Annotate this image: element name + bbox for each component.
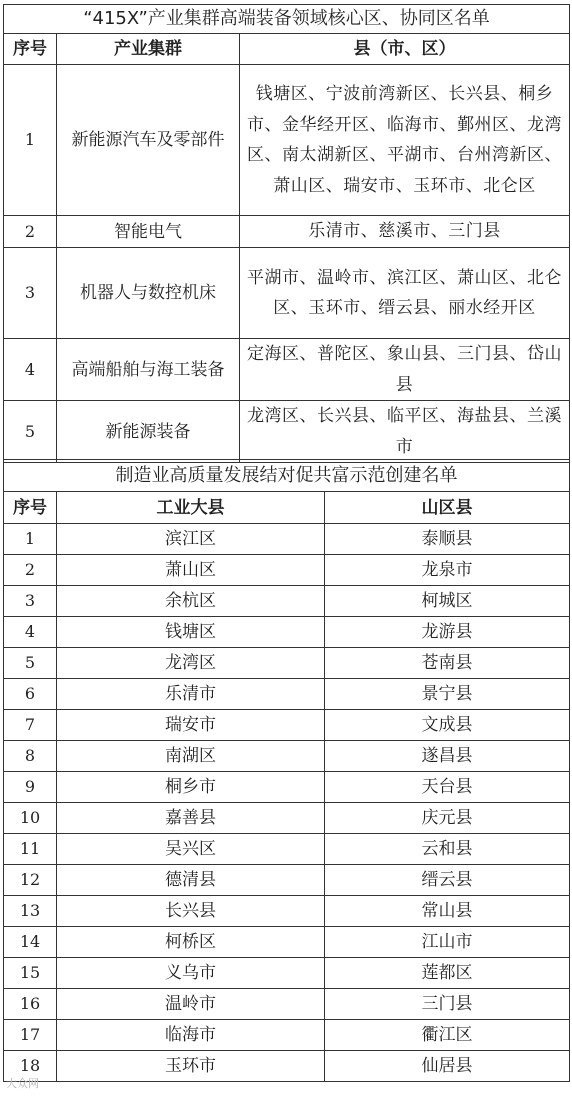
mountain-county: 泰顺县 (325, 524, 570, 555)
header-index: 序号 (4, 492, 57, 524)
table-row (4, 896, 570, 927)
table-row (4, 772, 570, 803)
row-index: 2 (4, 216, 57, 248)
header-index: 序号 (4, 34, 57, 65)
table-row (4, 803, 570, 834)
row-index: 1 (4, 524, 57, 555)
mountain-county: 三门县 (325, 989, 570, 1020)
mountain-county: 莲都区 (325, 958, 570, 989)
row-index: 2 (4, 555, 57, 586)
pairing-table (3, 459, 570, 1082)
mountain-county: 云和县 (325, 834, 570, 865)
industrial-county: 桐乡市 (57, 772, 325, 803)
cluster-name: 新能源装备 (57, 401, 240, 463)
industrial-county: 临海市 (57, 1020, 325, 1051)
pairing-table-body (4, 524, 570, 1082)
header-areas: 县（市、区） (240, 34, 570, 65)
row-index: 1 (4, 65, 57, 216)
row-index: 3 (4, 586, 57, 617)
cluster-areas: 钱塘区、宁波前湾新区、长兴县、桐乡市、金华经开区、临海市、鄞州区、龙湾区、南太湖新区、平湖市、台州湾新区、萧山区、瑞安市、玉环市、北仑区 (240, 65, 570, 216)
table-row (4, 927, 570, 958)
row-index: 11 (4, 834, 57, 865)
row-index: 7 (4, 710, 57, 741)
row-index: 4 (4, 339, 57, 401)
header-cluster: 产业集群 (57, 34, 240, 65)
row-index: 6 (4, 679, 57, 710)
mountain-county: 遂昌县 (325, 741, 570, 772)
mountain-county: 江山市 (325, 927, 570, 958)
table-row (4, 401, 570, 463)
table-row (4, 617, 570, 648)
table-row (4, 865, 570, 896)
table-row (4, 741, 570, 772)
mountain-county: 仙居县 (325, 1051, 570, 1082)
row-index: 8 (4, 741, 57, 772)
table-row (4, 958, 570, 989)
mountain-county: 苍南县 (325, 648, 570, 679)
industrial-county: 乐清市 (57, 679, 325, 710)
cluster-areas: 乐清市、慈溪市、三门县 (240, 216, 570, 248)
row-index: 4 (4, 617, 57, 648)
cluster-name: 高端船舶与海工装备 (57, 339, 240, 401)
industrial-county: 德清县 (57, 865, 325, 896)
industrial-county: 南湖区 (57, 741, 325, 772)
pairing-table-title: 制造业高质量发展结对促共富示范创建名单 (4, 460, 570, 492)
table-row (4, 989, 570, 1020)
cluster-table-title: “415X”产业集群高端装备领域核心区、协同区名单 (4, 5, 570, 34)
table-row (4, 586, 570, 617)
industrial-county: 瑞安市 (57, 710, 325, 741)
cluster-name: 新能源汽车及零部件 (57, 65, 240, 216)
cluster-areas: 定海区、普陀区、象山县、三门县、岱山县 (240, 339, 570, 401)
industrial-county: 滨江区 (57, 524, 325, 555)
mountain-county: 柯城区 (325, 586, 570, 617)
row-index: 13 (4, 896, 57, 927)
mountain-county: 文成县 (325, 710, 570, 741)
watermark: 大众网 (6, 1077, 39, 1090)
table-row (4, 339, 570, 401)
table-row (4, 524, 570, 555)
table-row (4, 679, 570, 710)
industrial-county: 萧山区 (57, 555, 325, 586)
header-mountain-county: 山区县 (325, 492, 570, 524)
row-index: 15 (4, 958, 57, 989)
industrial-county: 温岭市 (57, 989, 325, 1020)
table-row (4, 834, 570, 865)
row-index: 17 (4, 1020, 57, 1051)
row-index: 12 (4, 865, 57, 896)
industrial-county: 玉环市 (57, 1051, 325, 1082)
table-row (4, 648, 570, 679)
row-index: 14 (4, 927, 57, 958)
industrial-county: 钱塘区 (57, 617, 325, 648)
industrial-county: 长兴县 (57, 896, 325, 927)
industrial-county: 余杭区 (57, 586, 325, 617)
row-index: 3 (4, 248, 57, 339)
mountain-county: 龙游县 (325, 617, 570, 648)
pairing-table-header (4, 492, 570, 524)
row-index: 18 (4, 1051, 57, 1082)
cluster-areas: 平湖市、温岭市、滨江区、萧山区、北仑区、玉环市、缙云县、丽水经开区 (240, 248, 570, 339)
industrial-county: 吴兴区 (57, 834, 325, 865)
row-index: 9 (4, 772, 57, 803)
cluster-name: 智能电气 (57, 216, 240, 248)
industrial-county: 柯桥区 (57, 927, 325, 958)
mountain-county: 常山县 (325, 896, 570, 927)
table-row (4, 248, 570, 339)
table-row (4, 710, 570, 741)
cluster-table-header (4, 34, 570, 65)
table-row (4, 216, 570, 248)
table-row (4, 65, 570, 216)
cluster-name: 机器人与数控机床 (57, 248, 240, 339)
row-index: 10 (4, 803, 57, 834)
mountain-county: 衢江区 (325, 1020, 570, 1051)
table-row (4, 1020, 570, 1051)
cluster-table (3, 4, 570, 463)
industrial-county: 义乌市 (57, 958, 325, 989)
row-index: 5 (4, 401, 57, 463)
mountain-county: 缙云县 (325, 865, 570, 896)
mountain-county: 景宁县 (325, 679, 570, 710)
cluster-areas: 龙湾区、长兴县、临平区、海盐县、兰溪市 (240, 401, 570, 463)
mountain-county: 龙泉市 (325, 555, 570, 586)
table-row (4, 1051, 570, 1082)
header-industrial-county: 工业大县 (57, 492, 325, 524)
table-row (4, 555, 570, 586)
row-index: 5 (4, 648, 57, 679)
mountain-county: 庆元县 (325, 803, 570, 834)
mountain-county: 天台县 (325, 772, 570, 803)
industrial-county: 嘉善县 (57, 803, 325, 834)
industrial-county: 龙湾区 (57, 648, 325, 679)
row-index: 16 (4, 989, 57, 1020)
